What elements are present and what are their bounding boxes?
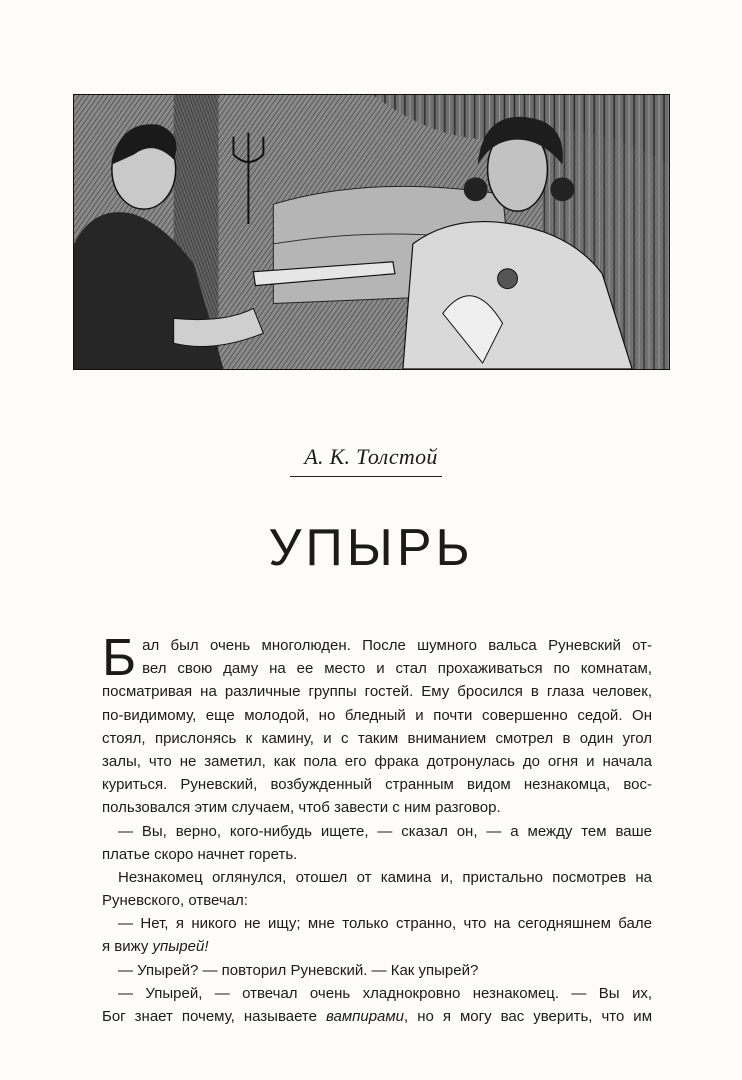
text-span: Бог знает почему, называете [102, 1008, 326, 1025]
illustration-engraving [74, 95, 669, 369]
text-line: ал был очень многолюден. После шумного вальса Руневский от- [142, 637, 652, 654]
text-line: вел свою даму на ее место и стал прохаживаться по комнатам, [142, 660, 652, 678]
paragraph-2 [102, 820, 652, 866]
story-text [102, 629, 653, 1028]
story-title: УПЫРЬ [268, 519, 474, 577]
text-line [102, 935, 652, 958]
text-line: платье скоро начнет гореть. [102, 845, 298, 863]
text-line: пользовался этим случаем, чтоб завести с ним разговор. [102, 799, 501, 817]
text-line: залы, что не заметил, как пола его фрака дотронулась до огня и начала [102, 752, 652, 770]
italic-word: упырей! [152, 938, 209, 956]
paragraph-6 [102, 982, 652, 1028]
italic-word: вампирами [325, 1008, 405, 1025]
text-line: стоял, прислонясь к камину, и с таким вниманием смотрел в один угол [102, 729, 652, 747]
book-illustration [73, 94, 670, 370]
author-underline [290, 476, 442, 477]
text-line: — Упырей, — отвечал очень хладнокровно незнакомец. — Вы их, [118, 984, 652, 1002]
author-name: А. К. Толстой [304, 444, 438, 469]
text-line: куриться. Руневский, возбужденный странным видом незнакомца, вос- [102, 776, 652, 794]
text-line [102, 1005, 652, 1028]
text-line: Руневского, отвечал: [102, 892, 248, 910]
text-line: по-видимому, еще молодой, но бледный и почти совершенно седой. Он [102, 706, 652, 724]
text-line: посматривая на различные группы гостей. Ему бросился в глаза человек, [102, 683, 652, 701]
text-line: — Упырей? — повторил Руневский. — Как упырей? [118, 961, 479, 979]
text-line: Незнакомец оглянулся, отошел от камина и, пристально посмотрев на [118, 868, 652, 886]
text-span: , но я могу вас уверить, что им [404, 1008, 653, 1025]
text-line: — Вы, верно, кого-нибудь ищете, — сказал он, — а между тем ваше [118, 822, 652, 840]
paragraph-4 [102, 912, 652, 958]
paragraph-3 [102, 866, 652, 912]
text-line: — Нет, я никого не ищу; мне только странно, что на сегодняшнем бале [118, 915, 652, 933]
text-span: я вижу [102, 938, 153, 956]
paragraph-1 [102, 629, 652, 820]
paragraph-5 [102, 959, 652, 982]
drop-cap: Б [102, 629, 137, 687]
